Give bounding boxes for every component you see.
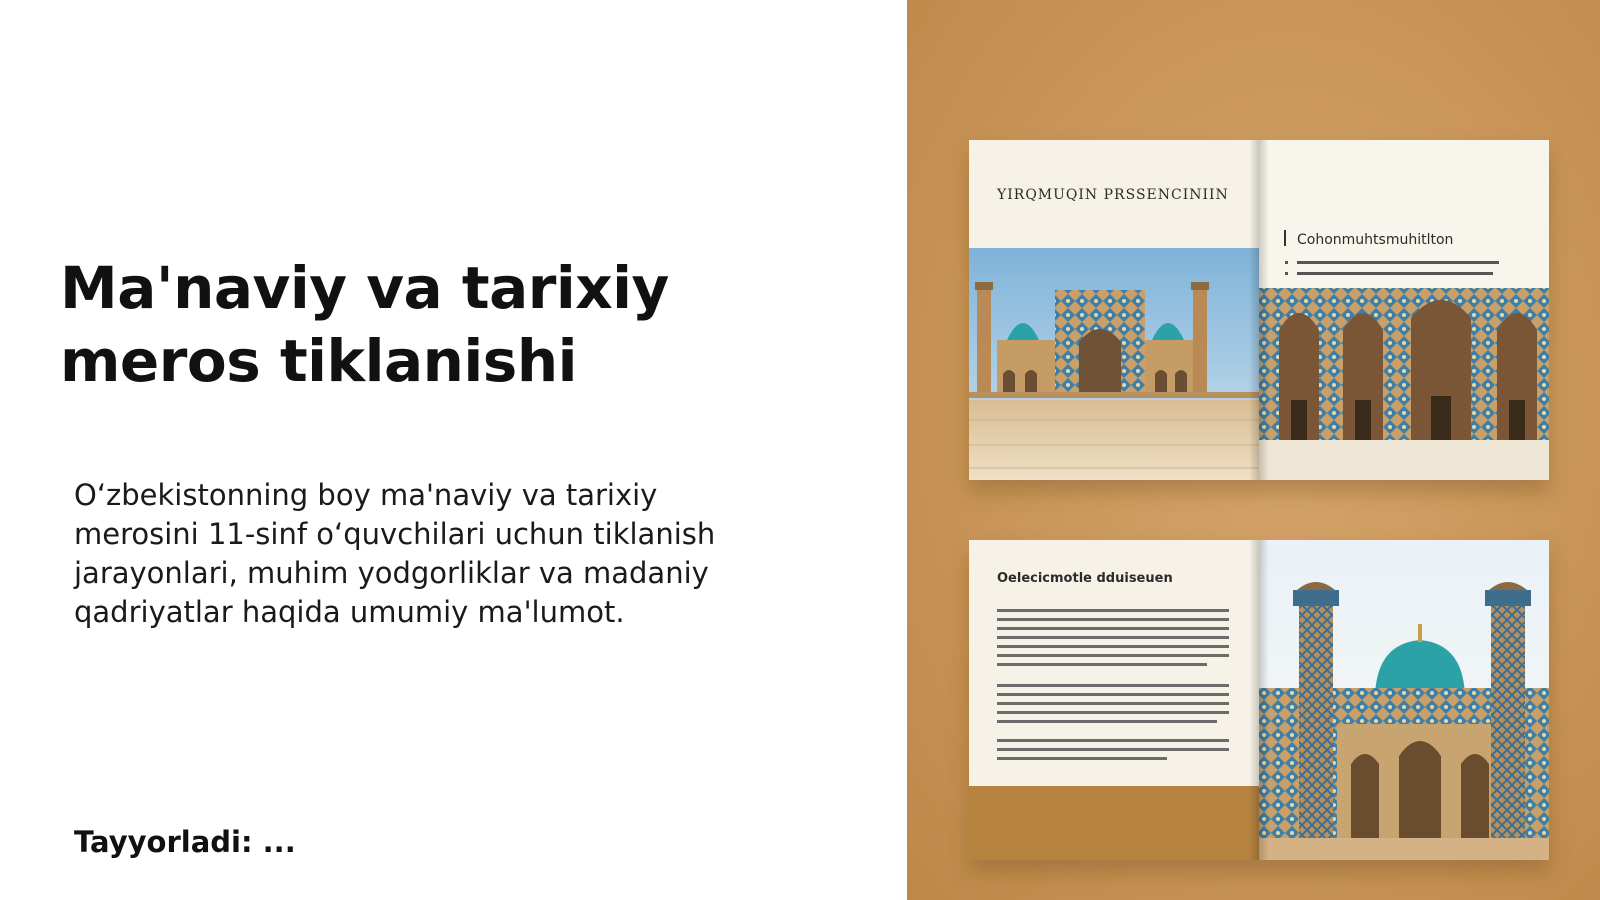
brochure-illustration — [907, 0, 1600, 900]
top-right-page — [1259, 140, 1549, 480]
slide-description: O‘zbekistonning boy ma'naviy va tarixiy merosini 11-sinf o‘quvchilari uchun tiklanish jarayonlari, muhim yodgorliklar va madaniy qadriyatlar haqida umumiy ma'lumot. — [74, 478, 716, 629]
top-left-heading: YIRQMUQIN PRSSENCINIIN — [997, 187, 1229, 203]
top-right-heading: Cohonmuhtsmuhitlton — [1297, 232, 1454, 248]
author-label: Tayyorladi: ... — [74, 825, 296, 859]
slide-title: Ma'naviy va tarixiy meros tiklanishi — [60, 254, 669, 395]
illustration-panel — [907, 0, 1600, 900]
bottom-right-page — [1259, 540, 1549, 860]
bottom-left-heading: Oelecicmotle dduiseuen — [997, 571, 1173, 586]
